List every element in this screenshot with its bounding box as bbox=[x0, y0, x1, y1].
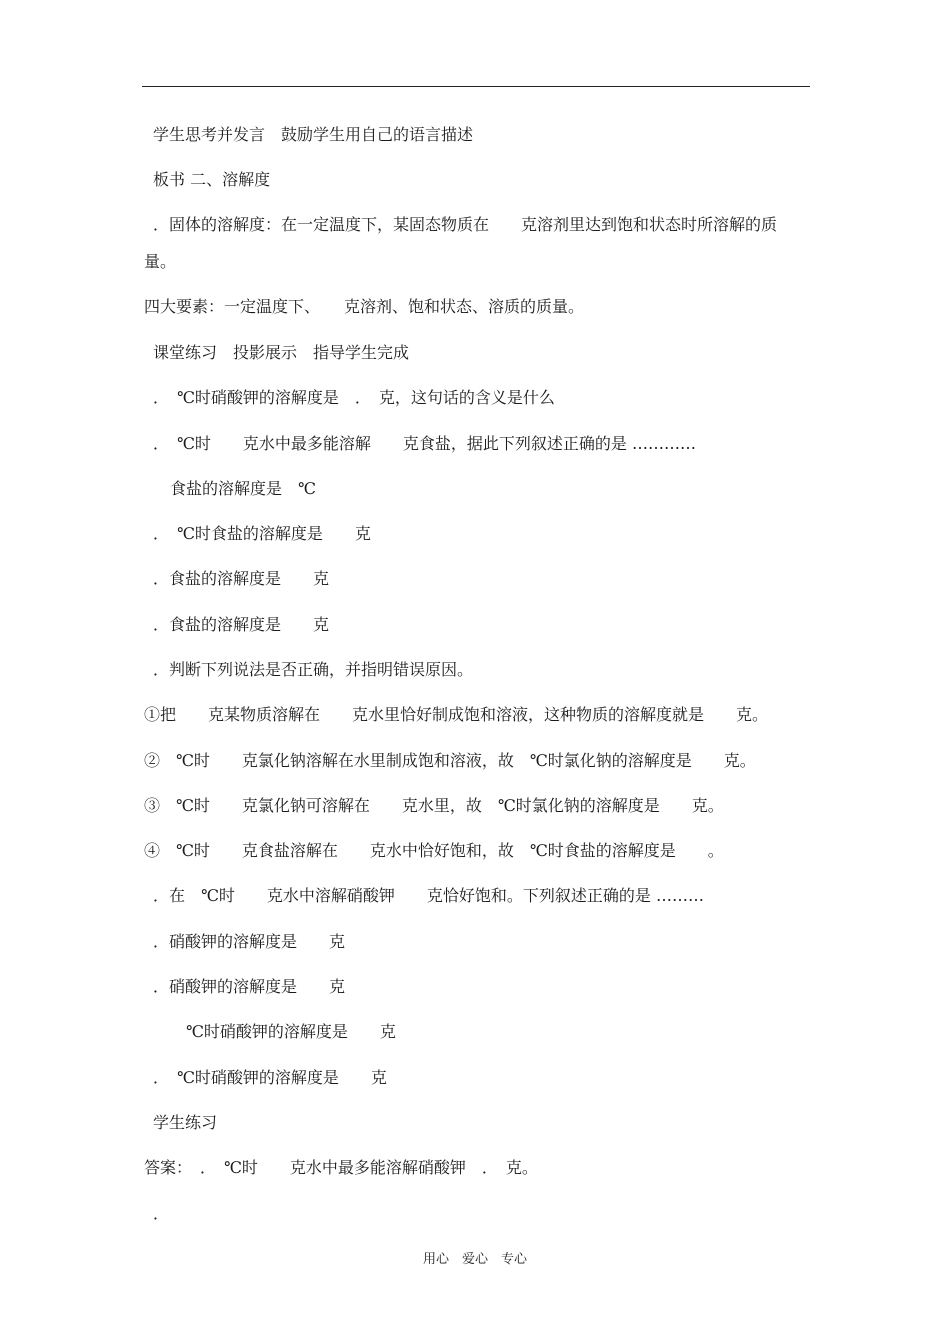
page-footer: 用心 爱心 专心 bbox=[422, 1252, 527, 1267]
text-line: ② ℃时 克氯化钠溶解在水里制成饱和溶液，故 ℃时氯化钠的溶解度是 克。 bbox=[144, 751, 756, 770]
text-line: ．食盐的溶解度是 克 bbox=[153, 569, 330, 588]
text-line: 学生练习 bbox=[153, 1113, 218, 1132]
text-line: 食盐的溶解度是 ℃ bbox=[170, 479, 316, 498]
text-line: ．固体的溶解度：在一定温度下，某固态物质在 克溶剂里达到饱和状态时所溶解的质 bbox=[153, 215, 778, 234]
text-line: ．硝酸钾的溶解度是 克 bbox=[153, 977, 346, 996]
text-line: 学生思考并发言 鼓励学生用自己的语言描述 bbox=[153, 125, 474, 144]
text-line: ③ ℃时 克氯化钠可溶解在 克水里，故 ℃时氯化钠的溶解度是 克。 bbox=[144, 796, 724, 815]
text-line: ． ℃时硝酸钾的溶解度是 ． 克，这句话的含义是什么 bbox=[153, 388, 555, 407]
text-line: 量。 bbox=[144, 252, 177, 271]
header-rule bbox=[142, 86, 810, 87]
text-line: ． ℃时食盐的溶解度是 克 bbox=[153, 524, 371, 543]
text-line: ．食盐的溶解度是 克 bbox=[153, 615, 330, 634]
text-line: ． ℃时 克水中最多能溶解 克食盐，据此下列叙述正确的是 ………… bbox=[153, 434, 696, 453]
text-line: ． ℃时硝酸钾的溶解度是 克 bbox=[153, 1068, 387, 1087]
text-line: ①把 克某物质溶解在 克水里恰好制成饱和溶液，这种物质的溶解度就是 克。 bbox=[144, 705, 769, 724]
text-line: 板书 二、溶解度 bbox=[153, 170, 271, 189]
text-line: ．硝酸钾的溶解度是 克 bbox=[153, 932, 346, 951]
text-line: 答案： ． ℃时 克水中最多能溶解硝酸钾 ． 克。 bbox=[144, 1158, 538, 1177]
text-line: 四大要素：一定温度下、 克溶剂、饱和状态、溶质的质量。 bbox=[144, 297, 585, 316]
text-line: ．在 ℃时 克水中溶解硝酸钾 克恰好饱和。下列叙述正确的是 ……… bbox=[153, 886, 704, 905]
text-line: ． bbox=[153, 1204, 170, 1223]
text-line: ④ ℃时 克食盐溶解在 克水中恰好饱和，故 ℃时食盐的溶解度是 。 bbox=[144, 841, 724, 860]
text-line: ．判断下列说法是否正确，并指明错误原因。 bbox=[153, 660, 474, 679]
text-line: ℃时硝酸钾的溶解度是 克 bbox=[186, 1022, 396, 1041]
text-line: 课堂练习 投影展示 指导学生完成 bbox=[153, 343, 410, 362]
